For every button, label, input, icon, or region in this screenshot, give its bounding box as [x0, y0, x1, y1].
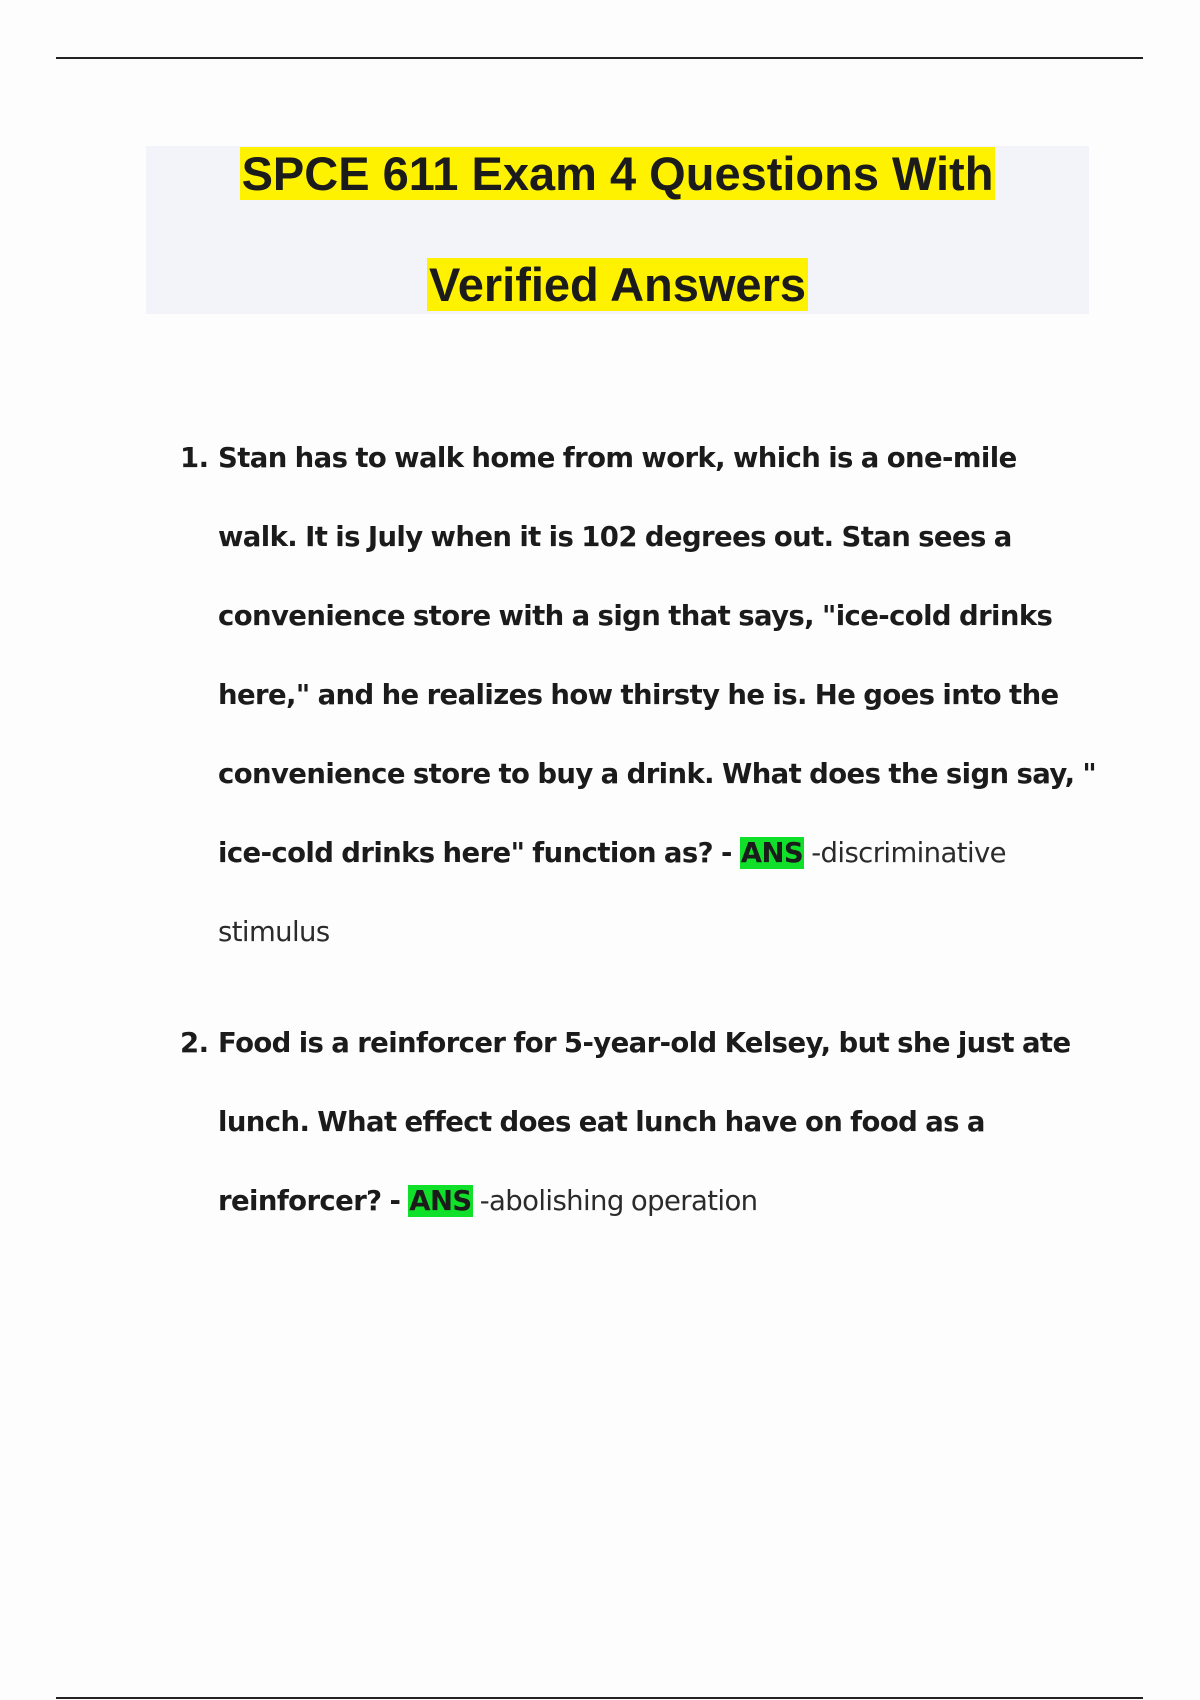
ans-label: ANS [409, 1185, 472, 1217]
bottom-rule [56, 1697, 1143, 1699]
document-title-line-2 [146, 257, 1089, 313]
question-body [218, 1004, 1100, 1241]
title-highlight: Verified Answers [428, 258, 807, 311]
question-item [180, 1004, 1100, 1241]
top-rule [56, 57, 1143, 59]
answer-text: -discriminative stimulus [218, 837, 1006, 948]
question-number: 2. [180, 1027, 209, 1059]
title-block [146, 146, 1089, 314]
title-highlight: SPCE 611 Exam 4 Questions With [241, 147, 994, 200]
question-number: 1. [180, 442, 209, 474]
question-text: Food is a reinforcer for 5-year-old Kelsey, but she just ate lunch. What effect does eat lunch have on food as a reinforcer? - [218, 1027, 1071, 1217]
answer-text: -abolishing operation [472, 1185, 758, 1217]
ans-label: ANS [740, 837, 804, 869]
question-text: Stan has to walk home from work, which is a one-mile walk. It is July when it is 102 degrees out. Stan sees a convenience store with a sign that says, "ice-cold drinks here," and he realizes how thirsty he is. He goes into the convenience store to buy a drink. What does the sign say, " ice-cold drinks here" function as? - [218, 442, 1097, 869]
question-item [180, 419, 1100, 972]
question-body [218, 419, 1100, 972]
document-title-line-1 [146, 146, 1089, 202]
